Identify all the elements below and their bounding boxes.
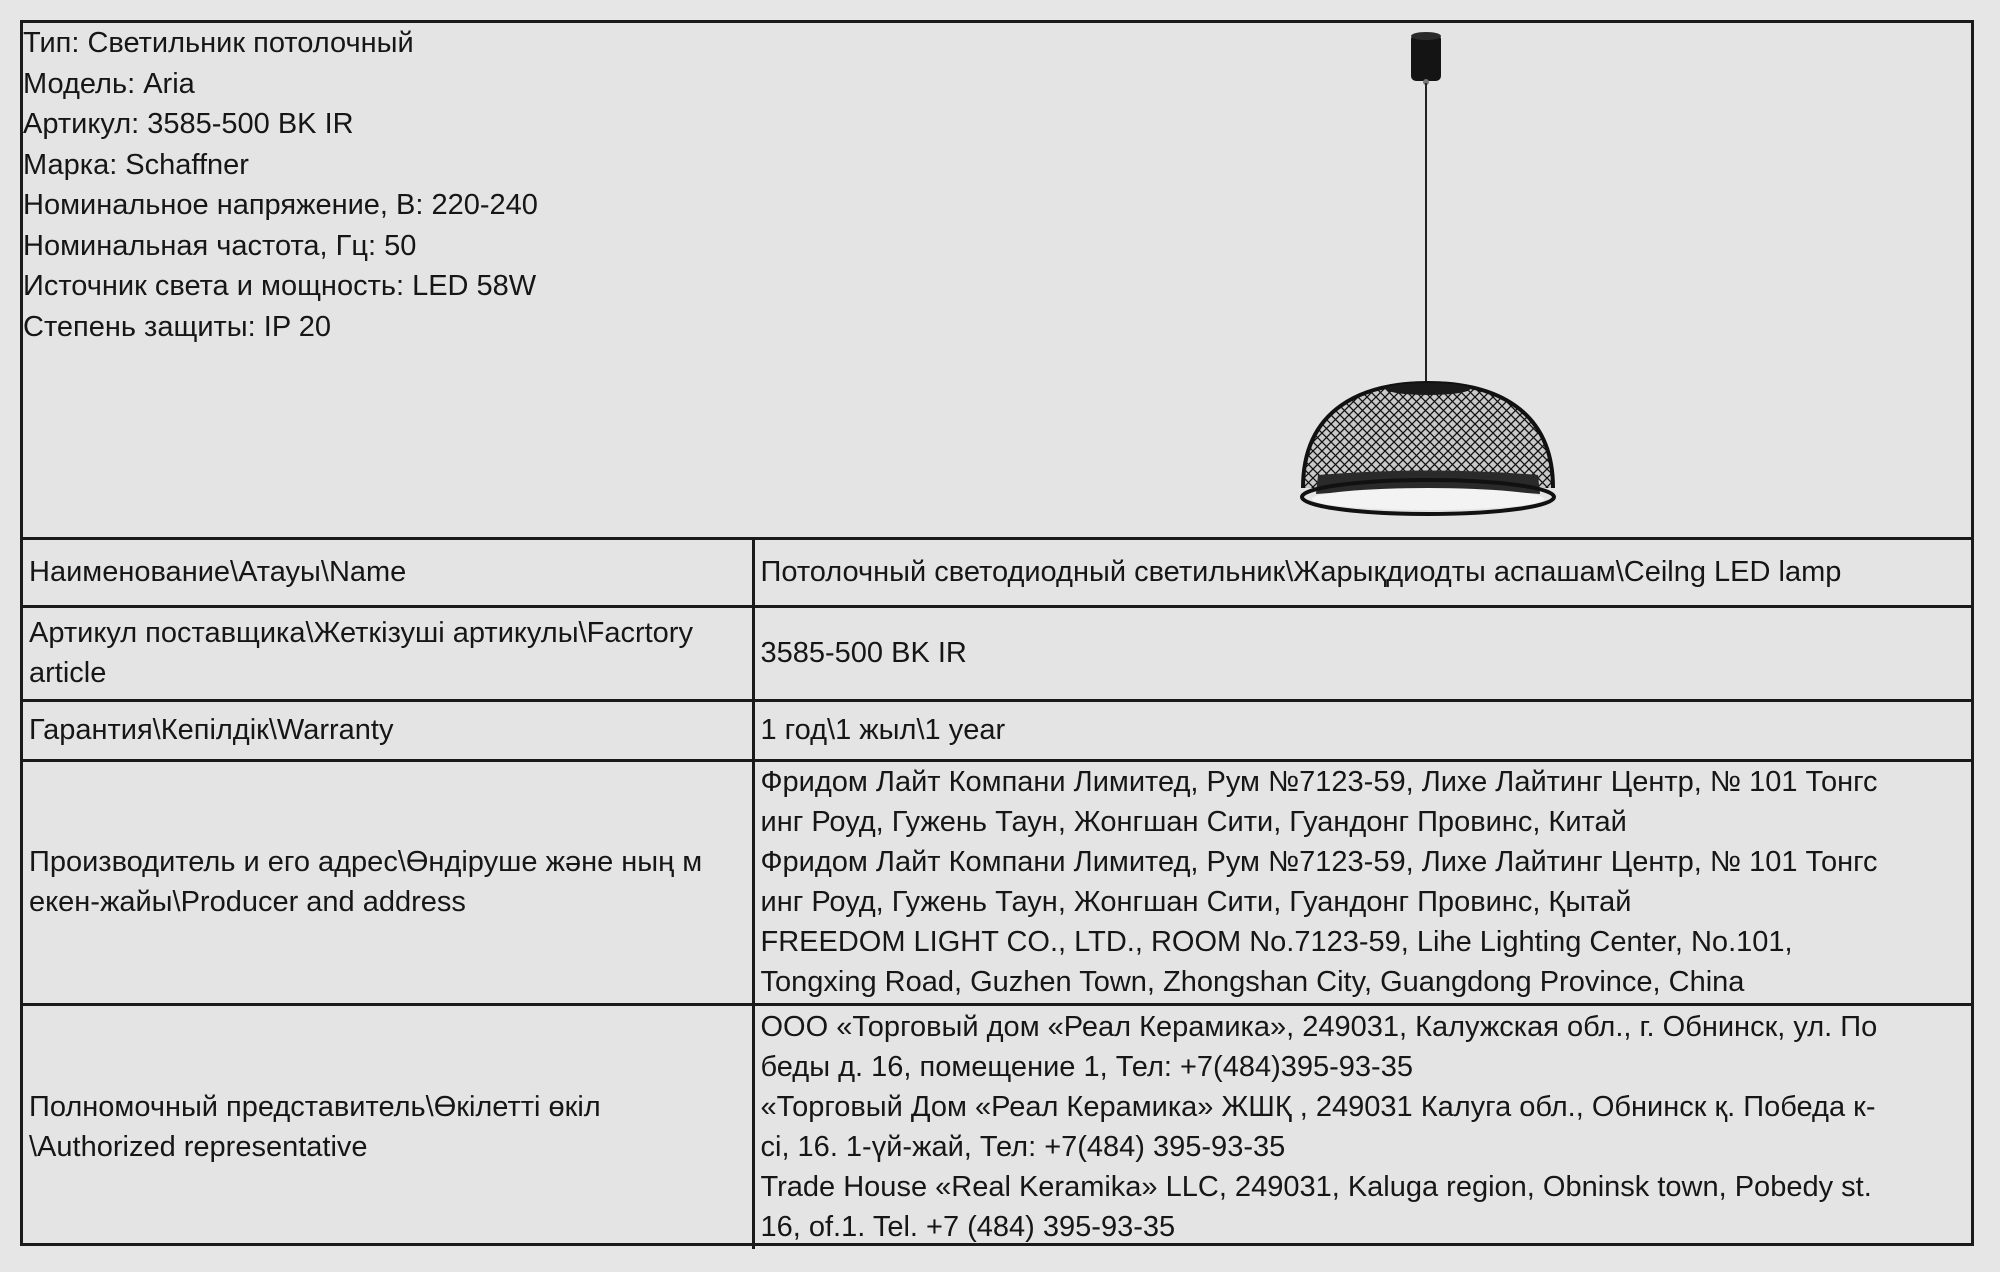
spec-section: [23, 23, 1971, 540]
producer-value-line: инг Роуд, Гужень Таун, Жонгшан Сити, Гуандонг Провинс, Китай: [760, 806, 1627, 838]
product-label-sheet: [20, 20, 1974, 1246]
producer-value-line: FREEDOM LIGHT CO., LTD., ROOM No.7123-59, Lihe Lighting Center, No.101,: [760, 926, 1793, 958]
table-row: [23, 700, 1971, 760]
pendant-lamp-icon: [1268, 28, 1588, 533]
producer-value: [753, 760, 1971, 1004]
spec-article: Артикул: 3585-500 BK IR: [23, 108, 354, 140]
table-row: [23, 760, 1971, 1004]
spec-light-source: Источник света и мощность: LED 58W: [23, 270, 537, 302]
name-label: Наименование\Атауы\Name: [23, 540, 753, 606]
representative-label: [23, 1004, 753, 1249]
producer-value-line: Tongxing Road, Guzhen Town, Zhongshan City, Guangdong Province, China: [760, 966, 1745, 998]
representative-value-line: беды д. 16, помещение 1, Тел: +7(484)395-93-35: [760, 1051, 1413, 1084]
representative-label-line: Полномочный представитель\Өкілетті өкіл: [29, 1091, 601, 1124]
spec-frequency: Номинальная частота, Гц: 50: [23, 229, 417, 262]
producer-label: [23, 760, 753, 1004]
spec-voltage: Номинальное напряжение, В: 220-240: [23, 189, 538, 221]
producer-value-line: Фридом Лайт Компани Лимитед, Рум №7123-59, Лихе Лайтинг Центр, № 101 Тонгс: [760, 846, 1878, 878]
warranty-value: 1 год\1 жыл\1 year: [753, 700, 1971, 760]
representative-value: [753, 1004, 1971, 1249]
table-row: [23, 1004, 1971, 1249]
article-label-line: article: [29, 657, 107, 689]
table-row: [23, 540, 1971, 606]
producer-value-line: Фридом Лайт Компани Лимитед, Рум №7123-59, Лихе Лайтинг Центр, № 101 Тонгс: [760, 766, 1878, 798]
representative-value-line: сі, 16. 1-үй-жай, Тел: +7(484) 395-93-35: [760, 1131, 1286, 1164]
table-row: [23, 606, 1971, 700]
representative-label-line: \Authorized representative: [29, 1131, 368, 1164]
article-value: 3585-500 BK IR: [753, 606, 1971, 700]
spec-protection: Степень защиты: IP 20: [23, 310, 331, 343]
producer-value-line: инг Роуд, Гужень Таун, Жонгшан Сити, Гуандонг Провинс, Қытай: [760, 886, 1632, 918]
representative-value-line: ООО «Торговый дом «Реал Керамика», 249031, Калужская обл., г. Обнинск, ул. По: [760, 1011, 1878, 1044]
producer-label-line: Производитель и его адрес\Өндіруше және ның м: [29, 846, 703, 878]
spec-brand: Марка: Schaffner: [23, 148, 249, 181]
spec-type: Тип: Светильник потолочный: [23, 27, 414, 59]
warranty-label: Гарантия\Кепілдік\Warranty: [23, 700, 753, 760]
representative-value-line: «Торговый Дом «Реал Керамика» ЖШҚ , 249031 Калуга обл., Обнинск қ. Победа к-: [760, 1091, 1876, 1124]
name-value: Потолочный светодиодный светильник\Жарықдиодты аспашам\Ceilng LED lamp: [753, 540, 1971, 606]
spec-model: Модель: Aria: [23, 67, 195, 100]
representative-value-line: 16, of.1. Tel. +7 (484) 395-93-35: [760, 1211, 1176, 1244]
info-table: [23, 540, 1971, 1249]
article-label: [23, 606, 753, 700]
spec-list: [23, 23, 538, 347]
representative-value-line: Trade House «Real Keramika» LLC, 249031, Kaluga region, Obninsk town, Pobedy st.: [760, 1171, 1872, 1204]
producer-label-line: екен-жайы\Producer and address: [29, 886, 466, 918]
article-label-line: Артикул поставщика\Жеткізуші артикулы\Facrtory: [29, 617, 693, 649]
